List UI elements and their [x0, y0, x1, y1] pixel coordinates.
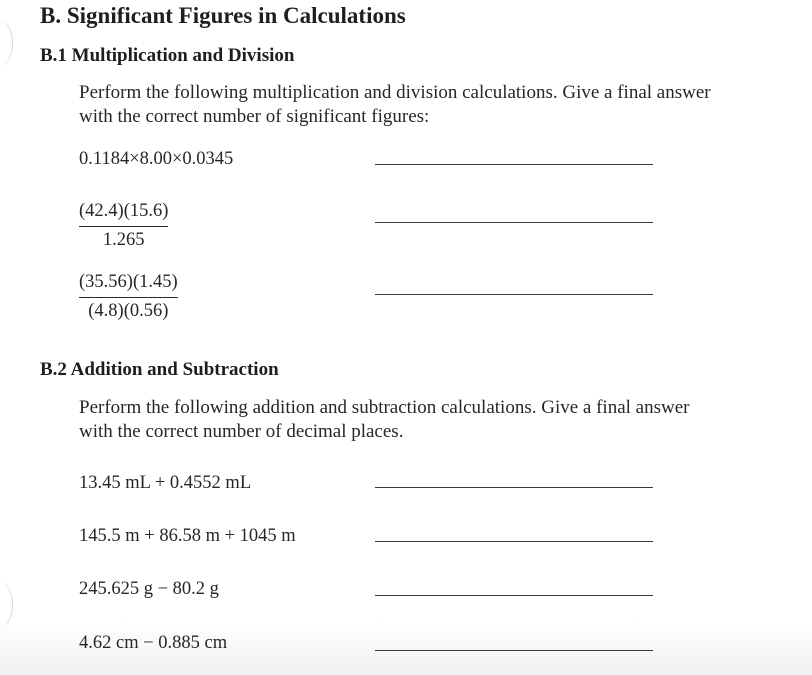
- part2-instructions-line2: with the correct number of decimal places.: [79, 421, 404, 442]
- answer-blank-b2-3[interactable]: [375, 595, 653, 596]
- fraction-bar: [79, 297, 178, 298]
- fraction-bar: [79, 226, 168, 227]
- answer-blank-b2-1[interactable]: [375, 487, 653, 488]
- answer-blank-b2-4[interactable]: [375, 650, 653, 651]
- binder-ring-mark: [0, 20, 13, 66]
- fraction-numerator: (35.56)(1.45): [79, 272, 178, 292]
- part2-heading: B.2 Addition and Subtraction: [40, 359, 279, 380]
- part1-instructions-line1: Perform the following multiplication and division calculations. Give a final answer: [79, 82, 711, 103]
- fraction-denominator: (4.8)(0.56): [88, 301, 169, 321]
- fraction-numerator: (42.4)(15.6): [79, 201, 169, 221]
- problem-b1-1-expression: 0.1184×8.00×0.0345: [79, 149, 234, 169]
- answer-blank-b1-3[interactable]: [375, 294, 653, 295]
- part2-instructions-line1: Perform the following addition and subtraction calculations. Give a final answer: [79, 397, 690, 418]
- problem-b2-3-expression: 245.625 g − 80.2 g: [79, 579, 219, 599]
- problem-b2-1-expression: 13.45 mL + 0.4552 mL: [79, 473, 252, 493]
- part1-heading: B.1 Multiplication and Division: [40, 45, 295, 66]
- binder-ring-mark: [0, 582, 13, 628]
- answer-blank-b1-2[interactable]: [375, 222, 653, 223]
- problem-b1-2-fraction: [79, 201, 168, 251]
- part1-instructions-line2: with the correct number of significant figures:: [79, 106, 430, 127]
- problem-b2-4-expression: 4.62 cm − 0.885 cm: [79, 633, 228, 653]
- section-title: B. Significant Figures in Calculations: [40, 3, 406, 28]
- answer-blank-b2-2[interactable]: [375, 541, 653, 542]
- problem-b1-3-fraction: [79, 272, 178, 322]
- answer-blank-b1-1[interactable]: [375, 164, 653, 165]
- fraction-denominator: 1.265: [102, 230, 145, 250]
- problem-b2-2-expression: 145.5 m + 86.58 m + 1045 m: [79, 526, 296, 546]
